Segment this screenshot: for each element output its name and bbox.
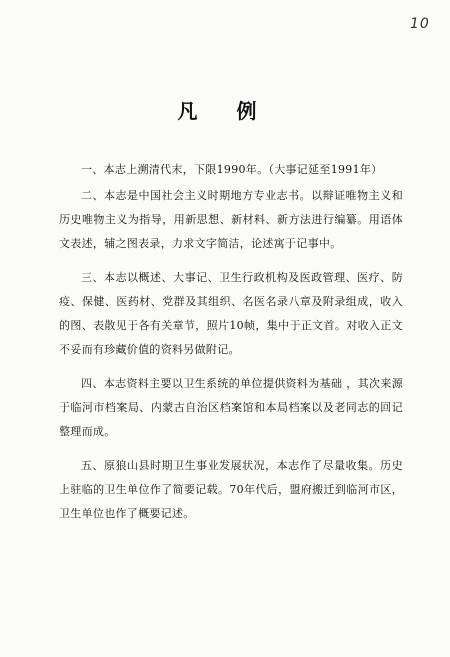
page-title: 凡 例 [177,99,273,123]
paragraph-1: 一、本志上溯清代末，下限1990年。（大事记延至1991年） [81,163,383,176]
paragraph-4: 四、本志资料主要以卫生系统的单位提供资料为基础 ，其次来源于临河市档案局、内蒙古自治区档案馆和本局档案以及老同志的回记整理而成。 [59,377,403,438]
document-body [59,158,403,536]
paragraph-3: 三、本志以概述、大事记、卫生行政机构及医政管理、医疗、防疫、保健、医药材、党群及其组织、名医名录八章及附录组成，收入的图、表散见于各有关章节，照片10帧，集中于正文首。对收入正文不妥而有珍藏价值的资料另做附记。 [59,271,403,356]
page-number: 10 [410,16,430,32]
paragraph-5: 五、原狼山县时期卫生事业发展状况，本志作了尽量收集。历史上驻临的卫生单位作了简要记载。70年代后，盟府搬迁到临河市区，卫生单位也作了概要记述。 [59,459,403,520]
paragraph-2: 二、本志是中国社会主义时期地方专业志书。以辩证唯物主义和历史唯物主义为指导，用新思想、新材料、新方法进行编纂。用语体文表述，辅之图表录，力求文字简洁，论述寓于记事中。 [59,189,403,250]
